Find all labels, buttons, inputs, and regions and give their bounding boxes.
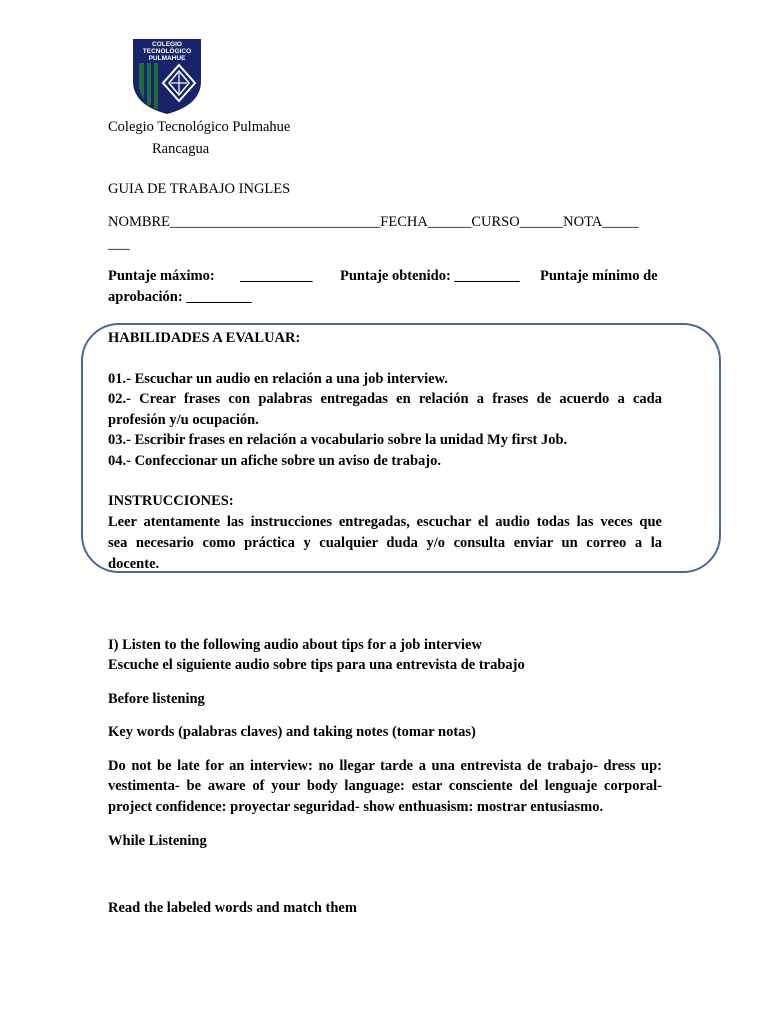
while-listening-heading: While Listening [108, 833, 207, 849]
min-score-label: Puntaje mínimo de [540, 268, 658, 284]
approval-score-label: aprobación: _________ [108, 289, 252, 305]
skills-heading: HABILIDADES A EVALUAR: [108, 330, 301, 346]
school-name: Colegio Tecnológico Pulmahue [108, 119, 291, 135]
key-words-heading: Key words (palabras claves) and taking notes (tomar notas) [108, 724, 476, 740]
obtained-score-label: Puntaje obtenido: _________ [340, 268, 520, 284]
instructions-line-3: docente. [108, 556, 160, 572]
vocab-paragraph-line-1: Do not be late for an interview: no llegar tarde a una entrevista de trabajo- dress up: [108, 758, 662, 774]
max-score-blank: __________ [240, 268, 313, 284]
school-logo [131, 37, 203, 115]
read-labeled-words-instruction: Read the labeled words and match them [108, 900, 357, 916]
before-listening-heading: Before listening [108, 691, 205, 707]
vocab-paragraph-line-3: project confidence: proyectar seguridad- show enthuasism: mostrar entusiasmo. [108, 799, 604, 815]
logo-text-1: COLEGIO [152, 41, 182, 48]
logo-green-stripes [139, 63, 158, 109]
instructions-line-2: sea necesario como práctica y cualquier duda y/o consulta enviar un correo a la [108, 535, 662, 551]
skill-item-3: 03.- Escribir frases en relación a vocabulario sobre la unidad My first Job. [108, 432, 568, 448]
logo-text-3: PULMAHUE [148, 55, 186, 62]
skill-item-4: 04.- Confeccionar un afiche sobre un aviso de trabajo. [108, 453, 441, 469]
section-title-spanish: Escuche el siguiente audio sobre tips para una entrevista de trabajo [108, 657, 525, 673]
skill-item-2-line-2: profesión y/u ocupación. [108, 412, 259, 428]
instructions-line-1: Leer atentamente las instrucciones entregadas, escuchar el audio todas las veces que [108, 514, 662, 530]
section-title-english: I) Listen to the following audio about tips for a job interview [108, 637, 482, 653]
max-score-label: Puntaje máximo: [108, 268, 215, 284]
student-info-line: NOMBRE_____________________________FECHA______CURSO______NOTA_____ [108, 214, 639, 230]
skill-item-2-line-1: 02.- Crear frases con palabras entregadas en relación a frases de acuerdo a cada [108, 391, 662, 407]
instructions-heading: INSTRUCCIONES: [108, 493, 234, 509]
student-info-line-cont: ___ [108, 236, 130, 252]
skill-item-1: 01.- Escuchar un audio en relación a una job interview. [108, 371, 448, 387]
guide-title: GUIA DE TRABAJO INGLES [108, 181, 291, 197]
logo-text-2: TECNOLÓGICO [142, 48, 192, 55]
vocab-paragraph-line-2: vestimenta- be aware of your body language: estar consciente del lenguaje corporal- [108, 778, 662, 794]
school-city: Rancagua [152, 141, 210, 157]
